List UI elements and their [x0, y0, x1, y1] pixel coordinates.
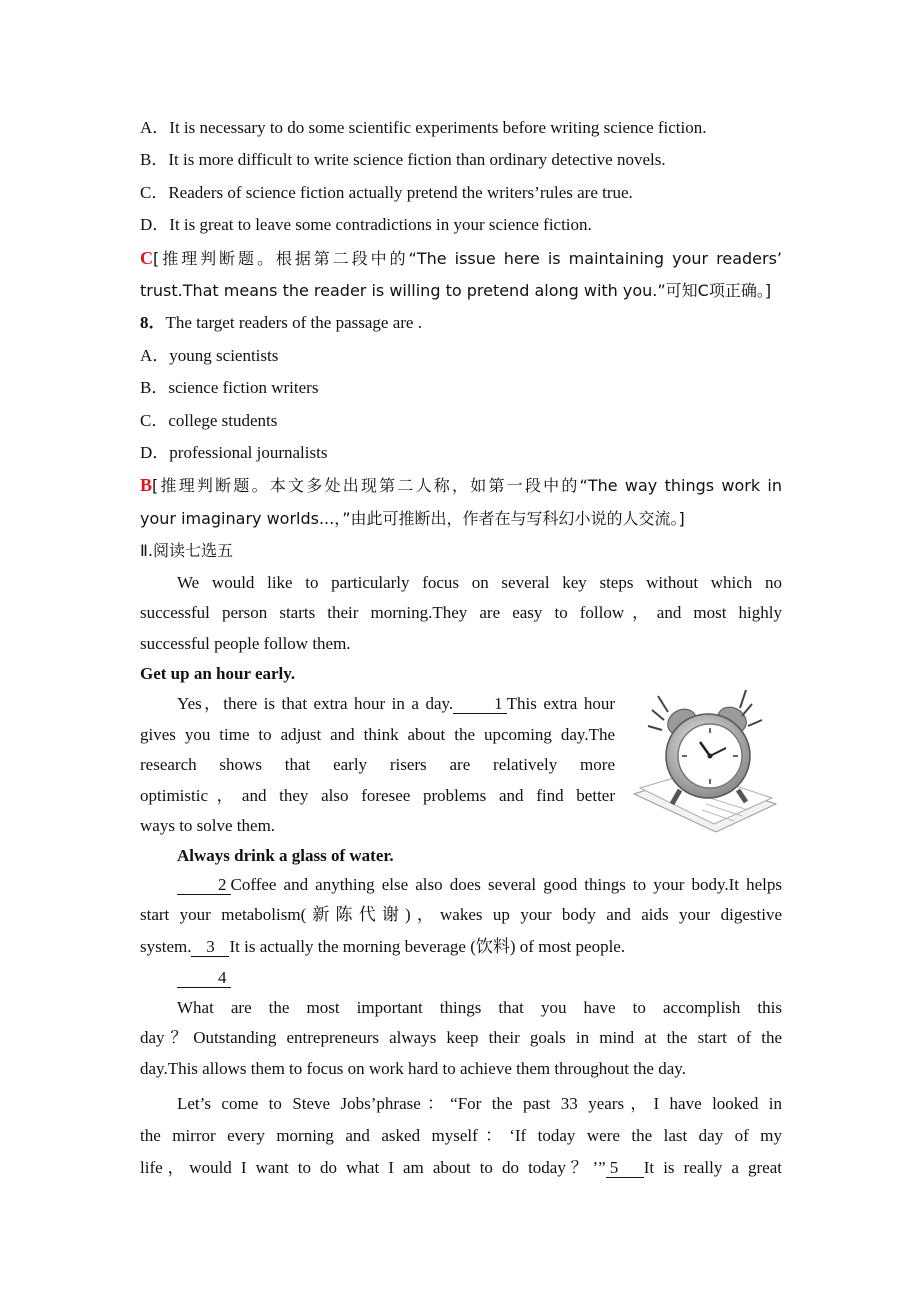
- p3-line2: day？Outstanding entrepreneurs always keep their goals in mind at the start of the: [140, 1028, 782, 1048]
- p3-blank-line: [140, 963, 782, 993]
- intro-line1: We would like to particularly focus on several key steps without which no: [177, 572, 782, 592]
- q7-option-c: C．Readers of science fiction actually pretend the writers’rules are true.: [140, 182, 633, 202]
- blank-2[interactable]: 2: [177, 876, 231, 895]
- p4-line3: life，would I want to do what I am about to do today？’” 5 It is really a great: [140, 1158, 782, 1178]
- alarm-clock-icon: [630, 686, 778, 834]
- q8-explanation-line2: your imaginary worlds...，”由此可推断出，作者在与写科幻小说的人交流。]: [140, 508, 685, 528]
- blank-3[interactable]: 3: [191, 938, 229, 957]
- q8-option-d: D．professional journalists: [140, 443, 328, 463]
- p2-line1: 2 Coffee and anything else also does several good things to your body.It helps: [140, 870, 782, 901]
- p1-line2: gives you time to adjust and think about the upcoming day.The: [140, 724, 615, 744]
- p1-line5: ways to solve them.: [140, 816, 276, 836]
- p3-line1: What are the most important things that you have to accomplish this: [177, 997, 782, 1017]
- p1-line4: optimistic，and they also foresee problems and find better: [140, 785, 615, 805]
- q7-explanation-line1: C[推理判断题。根据第二段中的“The issue here is maintaining your readers’: [140, 247, 782, 268]
- p2-line3: system. 3 It is actually the morning beverage (饮料) of most people.: [140, 936, 626, 956]
- q8-explanation-line1: B[推理判断题。本文多处出现第二人称，如第一段中的“The way things work in: [140, 475, 782, 496]
- q7-explanation-line2: trust.That means the reader is willing to pretend along with you.”可知C项正确。]: [140, 281, 772, 301]
- p1-line1: Yes，there is that extra hour in a day. 1 This extra hour: [177, 694, 615, 714]
- q7-option-a: A．It is necessary to do some scientific experiments before writing science fiction.: [140, 118, 707, 137]
- p4-line1: Let’s come to Steve Jobs’phrase：“For the past 33 years，I have looked in: [177, 1094, 782, 1114]
- q8-stem: 8．The target readers of the passage are .: [140, 313, 422, 333]
- p2-line2: start your metabolism(新陈代谢)，wakes up your body and aids your digestive: [140, 905, 782, 925]
- heading-get-up-early: Get up an hour early.: [140, 664, 296, 684]
- q8-option-c: C．college students: [140, 410, 278, 430]
- intro-line2: successful person starts their morning.They are easy to follow，and most highly: [140, 603, 782, 623]
- q7-option-b: B．It is more difficult to write science fiction than ordinary detective novels.: [140, 150, 666, 170]
- q7-option-d: D．It is great to leave some contradictions in your science fiction.: [140, 215, 592, 235]
- heading-drink-water: Always drink a glass of water.: [177, 845, 394, 865]
- document-page: [140, 112, 782, 1184]
- q8-answer: B: [140, 475, 153, 496]
- intro-line3: successful people follow them.: [140, 633, 351, 653]
- blank-4[interactable]: 4: [177, 969, 231, 988]
- q8-option-b: B．science fiction writers: [140, 378, 319, 398]
- section-title: Ⅱ.阅读七选五: [140, 541, 233, 561]
- p4-line2: the mirror every morning and asked myself：‘If today were the last day of my: [140, 1126, 782, 1146]
- blank-1[interactable]: 1: [453, 695, 507, 714]
- p3-line3: day.This allows them to focus on work hard to achieve them throughout the day.: [140, 1058, 686, 1078]
- p1-line3: research shows that early risers are relatively more: [140, 755, 615, 775]
- blank-5[interactable]: 5: [606, 1159, 644, 1178]
- q7-answer: C: [140, 247, 153, 268]
- q8-option-a: A．young scientists: [140, 345, 279, 365]
